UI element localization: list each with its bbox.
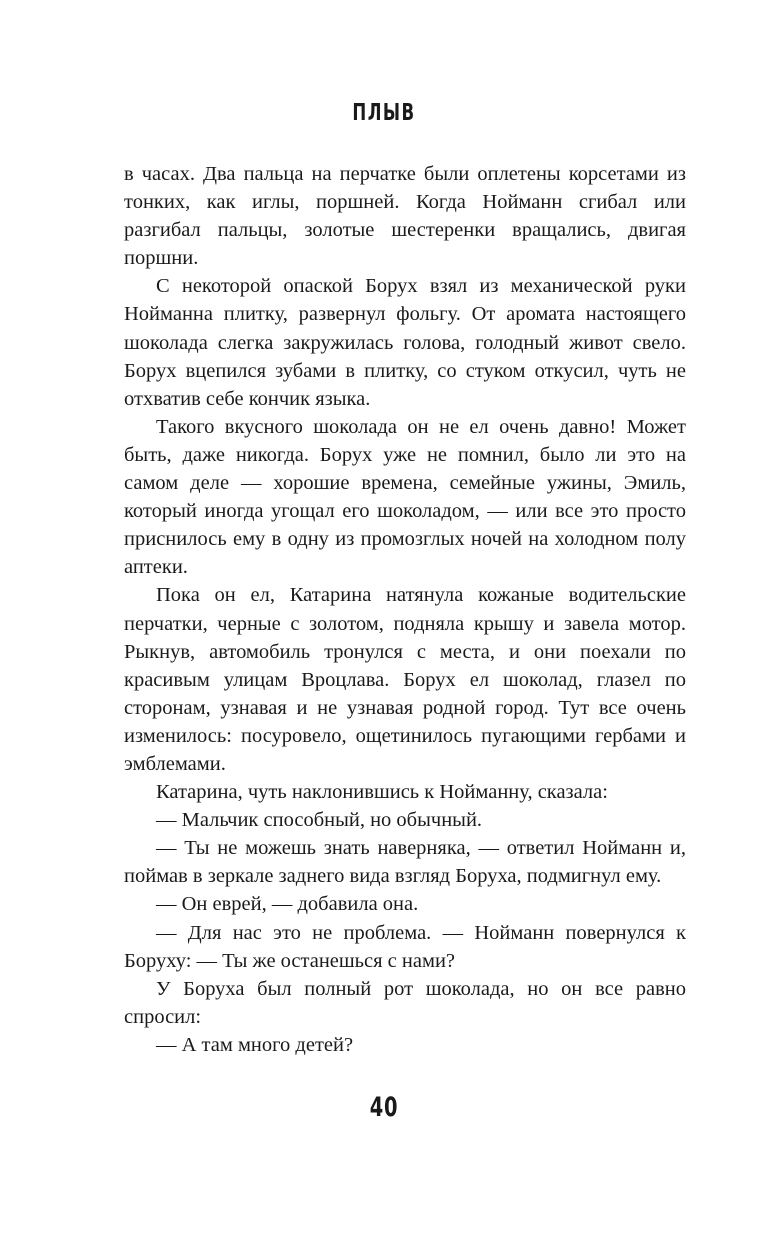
paragraph: Такого вкусного шоколада он не ел очень давно! Может быть, даже никогда. Борух уже не помнил, было ли это на самом деле — хорошие времена, семейные ужины, Эмиль, который иногда угощал его шоколадом, — или все это просто приснилось ему в одну из промозглых ночей на холодном полу аптеки. [124, 415, 686, 579]
body-text [124, 160, 686, 1059]
paragraph: С некоторой опаской Борух взял из механической руки Нойманна плитку, развернул фольгу. От аромата настоящего шоколада слегка закружилась голова, голодный живот свело. Борух вцепился зубами в плитку, со стуком откусил, чуть не отхватив себе кончик языка. [124, 275, 686, 410]
dialogue-line: — Он еврей, — добавила она. [156, 893, 419, 916]
dialogue-line: — Мальчик способный, но обычный. [156, 809, 483, 832]
dialogue-line: — Ты не можешь знать наверняка, — ответил Нойманн и, поймав в зеркале заднего вида взгляд Боруха, подмигнул ему. [124, 837, 686, 888]
paragraph: Пока он ел, Катарина натянула кожаные водительские перчатки, черные с золотом, подняла крышу и завела мотор. Рыкнув, автомобиль тронулся с места, и они поехали по красивым улицам Вроцлава. Борух ел шоколад, глазел по сторонам, узнавая и не узнавая родной город. Тут все очень изменилось: посуровело, ощетинилось пугающими гербами и эмблемами. [124, 584, 686, 775]
paragraph: Катарина, чуть наклонившись к Нойманну, сказала: [156, 781, 608, 804]
paragraph: в часах. Два пальца на перчатке были оплетены корсетами из тонких, как иглы, поршней. Когда Нойманн сгибал или разгибал пальцы, золотые шестеренки вращались, двигая поршни. [124, 163, 686, 270]
running-head: ПЛЫВ [352, 100, 416, 126]
dialogue-line: — А там много детей? [156, 1033, 354, 1056]
paragraph: У Боруха был полный рот шоколада, но он все равно спросил: [124, 977, 686, 1028]
page-number: 40 [369, 1092, 399, 1123]
dialogue-line: — Для нас это не проблема. — Нойманн повернулся к Боруху: — Ты же останешься с нами? [124, 921, 686, 972]
